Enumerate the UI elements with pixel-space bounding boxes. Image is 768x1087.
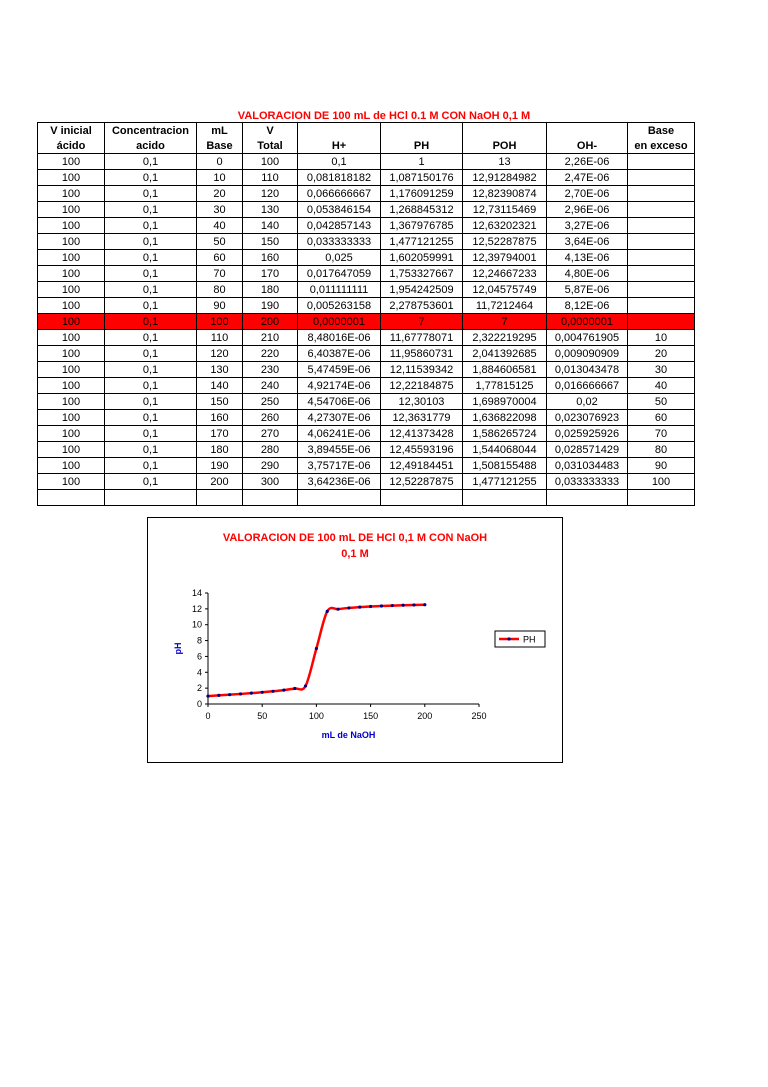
table-cell: 100: [38, 346, 105, 362]
table-row: [38, 346, 695, 362]
table-cell: 190: [243, 298, 298, 314]
table-cell: 12,45593196: [381, 442, 463, 458]
x-tick-label: 200: [417, 711, 433, 721]
data-point: [250, 692, 253, 695]
table-cell: [628, 298, 695, 314]
table-cell: [628, 154, 695, 170]
table-cell: 220: [243, 346, 298, 362]
table-cell: 40: [197, 218, 243, 234]
table-cell: [628, 186, 695, 202]
table-cell: 100: [38, 170, 105, 186]
table-cell: [197, 490, 243, 506]
table-cell: 0,1: [105, 474, 197, 490]
table-cell: V: [243, 123, 298, 139]
data-point: [228, 693, 231, 696]
table-cell: 12,3631779: [381, 410, 463, 426]
table-cell: 4,80E-06: [547, 266, 628, 282]
table-cell: ácido: [38, 138, 105, 154]
table-row: [38, 394, 695, 410]
data-point: [217, 694, 220, 697]
y-tick-label: 14: [191, 588, 202, 598]
table-cell: [381, 490, 463, 506]
table-cell: 0,1: [105, 458, 197, 474]
y-tick-label: 0: [196, 699, 202, 709]
table-cell: 0,005263158: [298, 298, 381, 314]
table-cell: 260: [243, 410, 298, 426]
table-cell: 12,24667233: [463, 266, 547, 282]
table-cell: 12,39794001: [463, 250, 547, 266]
data-point: [271, 690, 274, 693]
table-cell: 250: [243, 394, 298, 410]
table-cell: 1,884606581: [463, 362, 547, 378]
table-cell: 12,04575749: [463, 282, 547, 298]
table-cell: 1,367976785: [381, 218, 463, 234]
table-cell: 12,11539342: [381, 362, 463, 378]
table-cell: 100: [38, 426, 105, 442]
ph-chart: [147, 517, 563, 763]
table-cell: 100: [38, 362, 105, 378]
table-cell: 80: [628, 442, 695, 458]
table-cell: 0,1: [105, 298, 197, 314]
table-cell: 140: [197, 378, 243, 394]
table-cell: 290: [243, 458, 298, 474]
table-cell: 12,63202321: [463, 218, 547, 234]
table-cell: V inicial: [38, 123, 105, 139]
x-tick-label: 150: [363, 711, 379, 721]
table-cell: en exceso: [628, 138, 695, 154]
table-cell: 8,12E-06: [547, 298, 628, 314]
table-cell: 100: [38, 266, 105, 282]
table-cell: 200: [197, 474, 243, 490]
chart-title-line1: VALORACION DE 100 mL DE HCl 0,1 M CON NaOH: [222, 532, 488, 544]
table-cell: 0,1: [105, 378, 197, 394]
table-cell: [38, 490, 105, 506]
table-cell: 7: [381, 314, 463, 330]
table-cell: [381, 123, 463, 139]
table-row: [38, 202, 695, 218]
y-tick-label: 8: [196, 635, 202, 646]
x-tick-label: 50: [257, 711, 268, 721]
table-cell: 100: [38, 298, 105, 314]
y-tick-label: 10: [191, 619, 202, 630]
table-cell: 12,30103: [381, 394, 463, 410]
table-cell: 120: [243, 186, 298, 202]
table-cell: OH-: [547, 138, 628, 154]
table-cell: 12,73115469: [463, 202, 547, 218]
table-cell: 0,013043478: [547, 362, 628, 378]
table-cell: 1: [381, 154, 463, 170]
table-cell: 100: [38, 154, 105, 170]
table-cell: Concentracion: [105, 123, 197, 139]
table-cell: 20: [628, 346, 695, 362]
series-line-ph: [208, 605, 425, 696]
table-row: [38, 330, 695, 346]
table-cell: 100: [38, 186, 105, 202]
table-row: [38, 154, 695, 170]
table-cell: 1,954242509: [381, 282, 463, 298]
header-row-1: [38, 123, 695, 139]
table-cell: 0,033333333: [298, 234, 381, 250]
table-cell: [628, 170, 695, 186]
table-cell: 140: [243, 218, 298, 234]
table-cell: 1,268845312: [381, 202, 463, 218]
table-cell: 12,22184875: [381, 378, 463, 394]
table-cell: 0,0000001: [298, 314, 381, 330]
table-cell: 0,011111111: [298, 282, 381, 298]
table-cell: 6,40387E-06: [298, 346, 381, 362]
table-cell: 11,7212464: [463, 298, 547, 314]
table-cell: 30: [628, 362, 695, 378]
data-point: [412, 603, 415, 606]
chart-title-line2: 0,1 M: [341, 548, 369, 560]
table-cell: 180: [243, 282, 298, 298]
data-point: [336, 608, 339, 611]
table-cell: 0,1: [105, 218, 197, 234]
table-cell: POH: [463, 138, 547, 154]
table-cell: 12,41373428: [381, 426, 463, 442]
table-cell: 0,053846154: [298, 202, 381, 218]
table-cell: 12,91284982: [463, 170, 547, 186]
table-cell: 4,27307E-06: [298, 410, 381, 426]
table-cell: 0,042857143: [298, 218, 381, 234]
table-row: [38, 362, 695, 378]
x-tick-label: 0: [205, 711, 211, 721]
table-cell: 80: [197, 282, 243, 298]
table-cell: 12,49184451: [381, 458, 463, 474]
table-cell: 1,602059991: [381, 250, 463, 266]
equivalence-row: [38, 314, 695, 330]
table-cell: 1,477121255: [381, 234, 463, 250]
table-cell: 4,06241E-06: [298, 426, 381, 442]
table-cell: 50: [197, 234, 243, 250]
table-cell: 4,13E-06: [547, 250, 628, 266]
table-cell: 210: [243, 330, 298, 346]
sheet-title: VALORACION DE 100 mL de HCl 0.1 M CON NaOH 0,1 M: [237, 110, 531, 122]
table-row: [38, 426, 695, 442]
table-cell: 0,017647059: [298, 266, 381, 282]
table-cell: 0,1: [105, 410, 197, 426]
table-cell: 1,508155488: [463, 458, 547, 474]
table-cell: 300: [243, 474, 298, 490]
table-cell: [628, 250, 695, 266]
table-cell: 7: [463, 314, 547, 330]
table-cell: H+: [298, 138, 381, 154]
table-cell: 3,75717E-06: [298, 458, 381, 474]
table-cell: 100: [38, 330, 105, 346]
table-cell: [298, 123, 381, 139]
table-cell: [547, 123, 628, 139]
table-cell: 70: [628, 426, 695, 442]
table-cell: Base: [197, 138, 243, 154]
table-cell: 70: [197, 266, 243, 282]
table-cell: 0,025925926: [547, 426, 628, 442]
table-cell: 0,0000001: [547, 314, 628, 330]
table-cell: 100: [38, 314, 105, 330]
table-row: [38, 250, 695, 266]
table-cell: 170: [197, 426, 243, 442]
x-tick-label: 250: [471, 711, 487, 721]
table-row: [38, 458, 695, 474]
table-cell: 0,009090909: [547, 346, 628, 362]
table-cell: 100: [38, 474, 105, 490]
table-cell: 2,96E-06: [547, 202, 628, 218]
data-point: [402, 604, 405, 607]
data-point: [391, 604, 394, 607]
table-cell: 280: [243, 442, 298, 458]
table-cell: [243, 490, 298, 506]
table-cell: 1,636822098: [463, 410, 547, 426]
table-cell: [628, 202, 695, 218]
table-cell: 190: [197, 458, 243, 474]
table-cell: 5,47459E-06: [298, 362, 381, 378]
x-tick-label: 100: [308, 711, 324, 721]
table-cell: 0,1: [105, 170, 197, 186]
table-cell: 2,47E-06: [547, 170, 628, 186]
table-cell: 50: [628, 394, 695, 410]
table-cell: Total: [243, 138, 298, 154]
table-cell: 130: [243, 202, 298, 218]
data-point: [206, 694, 209, 697]
table-cell: 180: [197, 442, 243, 458]
table-row: [38, 298, 695, 314]
table-cell: 0,004761905: [547, 330, 628, 346]
table-row: [38, 378, 695, 394]
table-cell: [628, 234, 695, 250]
table-cell: 3,89455E-06: [298, 442, 381, 458]
table-cell: 100: [628, 474, 695, 490]
data-point: [326, 610, 329, 613]
table-cell: 100: [197, 314, 243, 330]
table-row: [38, 442, 695, 458]
table-cell: 3,64236E-06: [298, 474, 381, 490]
table-cell: 200: [243, 314, 298, 330]
table-cell: 100: [38, 234, 105, 250]
table-cell: 4,54706E-06: [298, 394, 381, 410]
table-cell: 90: [628, 458, 695, 474]
table-cell: 0,033333333: [547, 474, 628, 490]
table-cell: 0,1: [105, 154, 197, 170]
table-row: [38, 186, 695, 202]
table-cell: 12,52287875: [463, 234, 547, 250]
table-cell: 100: [38, 250, 105, 266]
table-cell: 0,1: [105, 202, 197, 218]
table-cell: [547, 490, 628, 506]
table-cell: 1,77815125: [463, 378, 547, 394]
data-point: [315, 647, 318, 650]
table-cell: 10: [197, 170, 243, 186]
y-tick-label: 2: [196, 683, 202, 694]
table-cell: 2,278753601: [381, 298, 463, 314]
table-cell: 2,041392685: [463, 346, 547, 362]
table-cell: 100: [38, 442, 105, 458]
table-cell: 3,64E-06: [547, 234, 628, 250]
table-cell: 0,028571429: [547, 442, 628, 458]
table-cell: 3,27E-06: [547, 218, 628, 234]
table-cell: 0,1: [105, 282, 197, 298]
y-tick-label: 6: [196, 651, 202, 662]
table-cell: 10: [628, 330, 695, 346]
table-cell: 170: [243, 266, 298, 282]
header-row-2: [38, 138, 695, 154]
table-cell: [298, 490, 381, 506]
table-cell: 1,087150176: [381, 170, 463, 186]
data-point: [293, 687, 296, 690]
table-row: [38, 282, 695, 298]
table-cell: 20: [197, 186, 243, 202]
table-cell: 13: [463, 154, 547, 170]
chart-plot: [148, 518, 562, 762]
table-cell: 1,176091259: [381, 186, 463, 202]
table-cell: 0,02: [547, 394, 628, 410]
table-cell: 60: [628, 410, 695, 426]
table-cell: 0,1: [105, 314, 197, 330]
y-tick-label: 12: [191, 603, 202, 614]
table-row: [38, 410, 695, 426]
titration-table: [37, 122, 695, 506]
table-cell: 2,26E-06: [547, 154, 628, 170]
data-point: [282, 689, 285, 692]
table-cell: [105, 490, 197, 506]
table-cell: 5,87E-06: [547, 282, 628, 298]
table-cell: 1,698970004: [463, 394, 547, 410]
table-cell: 0,016666667: [547, 378, 628, 394]
table-cell: 110: [197, 330, 243, 346]
table-cell: 90: [197, 298, 243, 314]
table-cell: 1,753327667: [381, 266, 463, 282]
table-cell: 2,70E-06: [547, 186, 628, 202]
table-cell: Base: [628, 123, 695, 139]
table-cell: 100: [38, 282, 105, 298]
data-point: [369, 605, 372, 608]
table-cell: 120: [197, 346, 243, 362]
table-cell: 2,322219295: [463, 330, 547, 346]
table-cell: 150: [243, 234, 298, 250]
table-cell: 0,1: [105, 362, 197, 378]
table-row: [38, 218, 695, 234]
table-cell: 0,1: [105, 186, 197, 202]
table-cell: 230: [243, 362, 298, 378]
table-cell: PH: [381, 138, 463, 154]
table-cell: [628, 218, 695, 234]
table-cell: 0,1: [105, 394, 197, 410]
table-row: [38, 266, 695, 282]
table-cell: 240: [243, 378, 298, 394]
x-axis-label: mL de NaOH: [321, 730, 376, 740]
table-row: [38, 474, 695, 490]
table-cell: 100: [243, 154, 298, 170]
table-cell: 0,1: [105, 250, 197, 266]
data-point: [380, 604, 383, 607]
table-cell: 100: [38, 218, 105, 234]
table-cell: 40: [628, 378, 695, 394]
table-cell: 0: [197, 154, 243, 170]
legend-label: PH: [523, 634, 536, 645]
legend-marker: [507, 637, 510, 640]
table-cell: 12,52287875: [381, 474, 463, 490]
table-cell: 110: [243, 170, 298, 186]
table-cell: 0,025: [298, 250, 381, 266]
table-cell: [628, 490, 695, 506]
table-cell: 60: [197, 250, 243, 266]
data-point: [347, 606, 350, 609]
table-cell: 160: [197, 410, 243, 426]
table-cell: 100: [38, 378, 105, 394]
table-cell: 0,1: [105, 426, 197, 442]
table-cell: 0,066666667: [298, 186, 381, 202]
table-cell: 30: [197, 202, 243, 218]
table-cell: 11,95860731: [381, 346, 463, 362]
table-cell: [628, 282, 695, 298]
table-cell: 4,92174E-06: [298, 378, 381, 394]
table-row: [38, 170, 695, 186]
data-point: [239, 692, 242, 695]
table-cell: 0,1: [105, 234, 197, 250]
table-cell: 1,586265724: [463, 426, 547, 442]
table-cell: 100: [38, 458, 105, 474]
table-cell: [628, 314, 695, 330]
data-point: [423, 603, 426, 606]
table-cell: 0,1: [105, 442, 197, 458]
data-point: [261, 691, 264, 694]
table-cell: 150: [197, 394, 243, 410]
table-cell: 100: [38, 202, 105, 218]
data-point: [304, 684, 307, 687]
y-tick-label: 4: [196, 667, 202, 678]
table-cell: 0,1: [105, 330, 197, 346]
table-cell: [463, 123, 547, 139]
table-cell: [463, 490, 547, 506]
table-row: [38, 234, 695, 250]
table-cell: 8,48016E-06: [298, 330, 381, 346]
table-cell: 0,081818182: [298, 170, 381, 186]
table-cell: 100: [38, 410, 105, 426]
table-cell: 0,023076923: [547, 410, 628, 426]
table-cell: 0,1: [298, 154, 381, 170]
empty-row: [38, 490, 695, 506]
table-cell: 100: [38, 394, 105, 410]
table-cell: 160: [243, 250, 298, 266]
table-cell: 12,82390874: [463, 186, 547, 202]
table-cell: 270: [243, 426, 298, 442]
table-cell: 130: [197, 362, 243, 378]
table-cell: 0,1: [105, 266, 197, 282]
table-cell: 1,544068044: [463, 442, 547, 458]
table-cell: acido: [105, 138, 197, 154]
table-cell: mL: [197, 123, 243, 139]
data-point: [358, 605, 361, 608]
y-axis-label: pH: [173, 642, 183, 655]
table-cell: 1,477121255: [463, 474, 547, 490]
table-cell: 11,67778071: [381, 330, 463, 346]
table-cell: [628, 266, 695, 282]
table-cell: 0,031034483: [547, 458, 628, 474]
table-cell: 0,1: [105, 346, 197, 362]
